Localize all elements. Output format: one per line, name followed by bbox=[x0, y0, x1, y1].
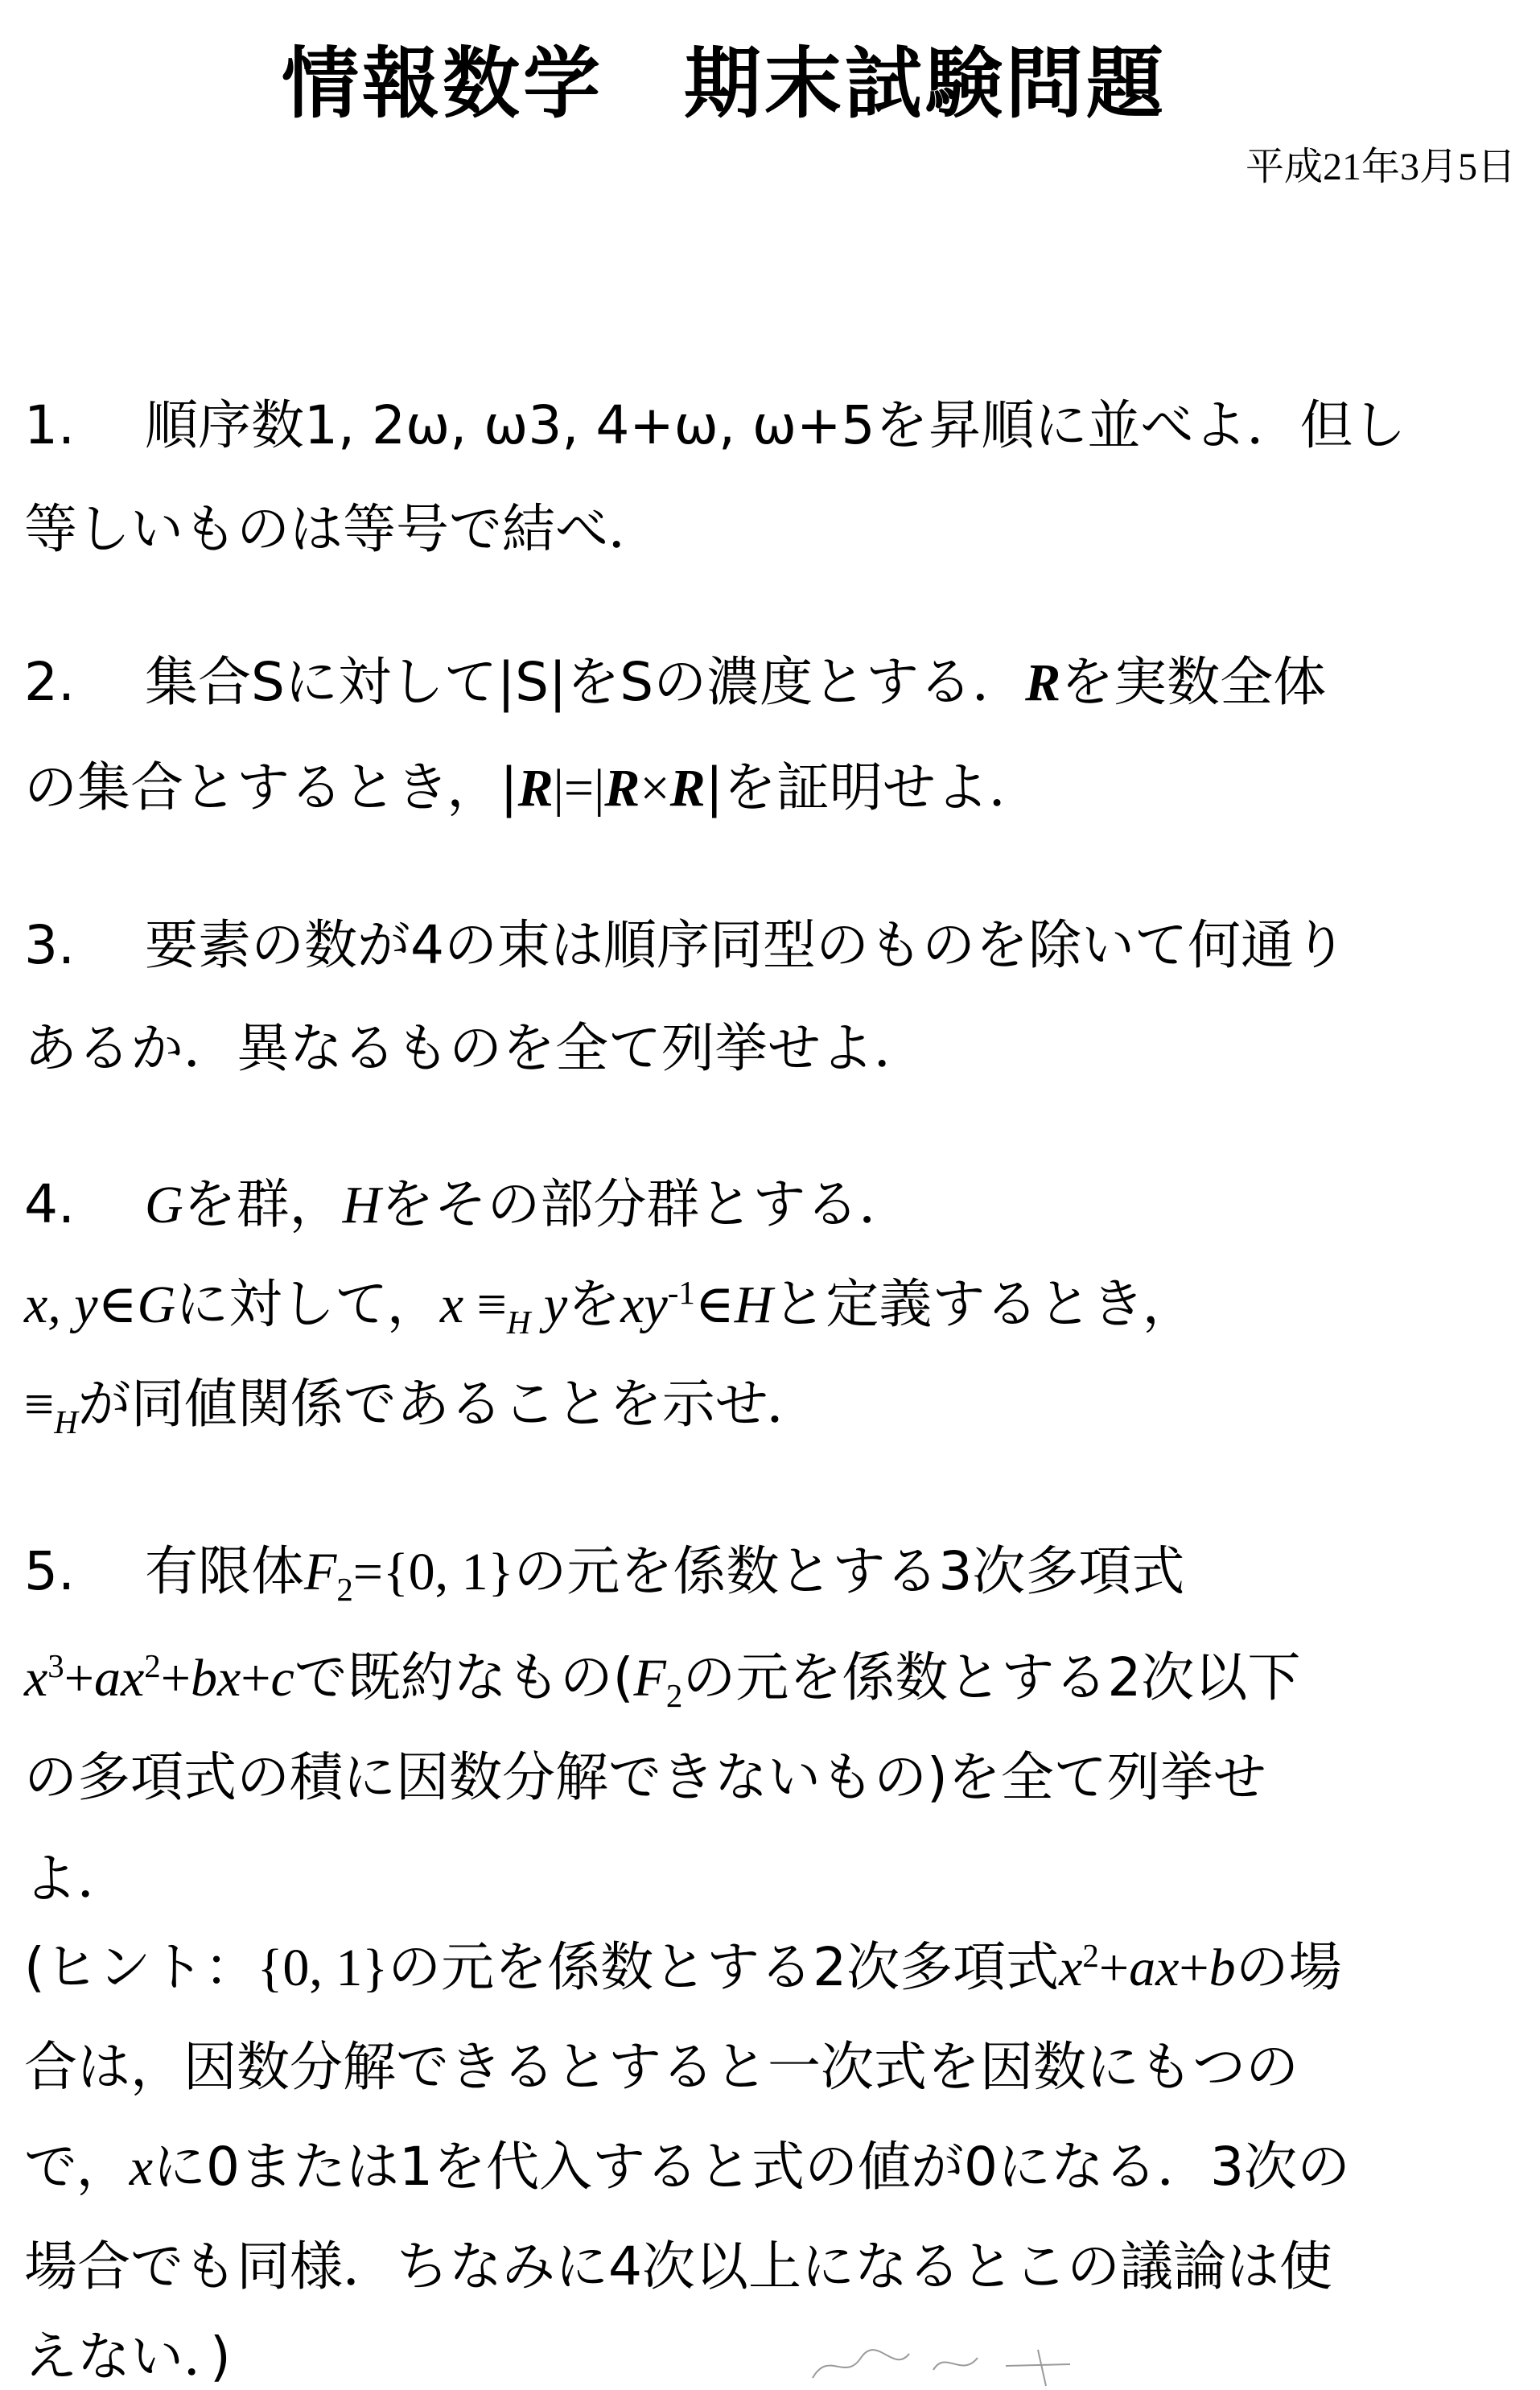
question-5-text-1b: の元を係数とする3次多項式 bbox=[513, 1540, 1185, 1602]
field-subscript: 2 bbox=[665, 1678, 683, 1715]
real-set-symbol: R bbox=[604, 759, 640, 818]
plus-symbol: + bbox=[1098, 1939, 1130, 1997]
question-1-text-1: 順序数1, 2ω, ω3, 4+ω, ω+5を昇順に並べよ．但し bbox=[145, 394, 1406, 456]
plus-symbol: + bbox=[64, 1649, 94, 1708]
question-1-number: 1. bbox=[24, 394, 75, 456]
question-4-line-2 bbox=[24, 1273, 1196, 1341]
field-set: ={0, 1} bbox=[352, 1543, 514, 1601]
inverse-superscript: -1 bbox=[667, 1275, 695, 1311]
question-4-text-1a: を群， bbox=[183, 1173, 343, 1235]
hint-text-1c: の場 bbox=[1235, 1936, 1342, 1998]
element-of-symbol: ∈ bbox=[694, 1275, 735, 1334]
question-5-text-1a: 有限体 bbox=[145, 1540, 304, 1602]
page-title: 情報数学 期末試験問題 bbox=[282, 39, 1167, 129]
hint-text-1a: (ヒント： bbox=[24, 1936, 257, 1998]
hint-line-1 bbox=[24, 1936, 1342, 1998]
question-5-text-3: の多項式の積に因数分解できないもの)を全て列挙せ bbox=[24, 1746, 1266, 1808]
field-symbol: F bbox=[304, 1543, 337, 1601]
subgroup-symbol: H bbox=[734, 1275, 773, 1334]
exponent: 2 bbox=[144, 1648, 161, 1684]
hint-text-1b: の元を係数とする2次多項式 bbox=[388, 1936, 1060, 1998]
equiv-subscript: H bbox=[54, 1404, 78, 1441]
question-5-line-2 bbox=[24, 1646, 1301, 1715]
question-4-text-3: が同値関係であることを示せ． bbox=[77, 1373, 820, 1435]
question-4-line-3 bbox=[24, 1373, 820, 1441]
hint-text-4: 場合でも同様．ちなみに4次以上になるとこの議論は使 bbox=[24, 2235, 1332, 2297]
subgroup-symbol: H bbox=[342, 1176, 381, 1234]
plus-symbol: + bbox=[160, 1649, 191, 1708]
field-set: {0, 1} bbox=[257, 1939, 389, 1997]
exponent: 2 bbox=[1082, 1938, 1099, 1974]
question-3-line-1 bbox=[24, 914, 1347, 976]
hint-line-5 bbox=[24, 2326, 231, 2388]
group-symbol: G bbox=[145, 1176, 183, 1234]
group-symbol: G bbox=[137, 1275, 176, 1334]
exam-date: 平成21年3月5日 bbox=[1245, 146, 1516, 188]
question-3-number: 3. bbox=[24, 914, 75, 976]
equiv-symbol: ≡ bbox=[463, 1275, 507, 1334]
term-c: c bbox=[270, 1649, 294, 1708]
question-2-text-1a: 集合Sに対して|S|をSの濃度とする． bbox=[145, 651, 1026, 713]
hint-text-5: えない．) bbox=[24, 2326, 231, 2388]
question-3-text-2: あるか．異なるものを全て列挙せよ． bbox=[24, 1017, 927, 1079]
question-4-text-2b: を bbox=[567, 1273, 621, 1335]
term-ax: ax bbox=[1129, 1939, 1180, 1997]
question-5-number: 5. bbox=[24, 1540, 75, 1602]
element-of-symbol: ∈ bbox=[97, 1275, 138, 1334]
var-y: y bbox=[530, 1275, 568, 1334]
plus-symbol: + bbox=[241, 1649, 271, 1708]
real-set-symbol: R bbox=[517, 759, 554, 818]
question-5-text-4: よ． bbox=[24, 1848, 130, 1910]
field-subscript: 2 bbox=[336, 1572, 353, 1609]
question-1-line-2 bbox=[24, 498, 661, 560]
var-xy-product: xy bbox=[620, 1275, 668, 1334]
equiv-subscript: H bbox=[506, 1304, 531, 1341]
question-5-line-4 bbox=[24, 1848, 130, 1910]
question-4-text-2c: と定義するとき， bbox=[772, 1273, 1196, 1335]
question-5-line-3 bbox=[24, 1746, 1266, 1808]
question-5-text-2b: の元を係数とする2次以下 bbox=[682, 1646, 1301, 1708]
var-x: x bbox=[1059, 1939, 1083, 1997]
question-3-line-2 bbox=[24, 1017, 927, 1079]
question-5-text-2a: で既約なもの( bbox=[294, 1646, 634, 1708]
var-x: x bbox=[439, 1275, 464, 1334]
cross-symbol: × bbox=[640, 759, 670, 818]
real-set-symbol: R bbox=[669, 759, 706, 818]
pencil-scribble bbox=[805, 2334, 1094, 2390]
hint-line-3 bbox=[24, 2136, 1350, 2198]
question-2-text-2d: |を証明せよ． bbox=[705, 756, 1042, 818]
hint-text-3a: で， bbox=[24, 2136, 130, 2198]
var-xy: x, y bbox=[24, 1275, 98, 1334]
question-2-text-2a: の集合とするとき，| bbox=[24, 756, 518, 818]
var-x: x bbox=[129, 2138, 153, 2197]
hint-text-2: 合は，因数分解できるとすると一次式を因数にもつの bbox=[24, 2036, 1299, 2098]
question-1-line-1 bbox=[24, 394, 1406, 456]
term-b: b bbox=[1209, 1939, 1236, 1997]
question-1-text-2: 等しいものは等号で結べ． bbox=[24, 498, 661, 560]
real-set-symbol: R bbox=[1025, 653, 1061, 712]
question-4-text-1b: をその部分群とする． bbox=[381, 1173, 912, 1235]
plus-symbol: + bbox=[1179, 1939, 1209, 1997]
hint-text-3b: に0または1を代入すると式の値が0になる．3次の bbox=[152, 2136, 1350, 2198]
question-5-line-1 bbox=[24, 1540, 1185, 1609]
question-4-line-1 bbox=[24, 1173, 912, 1235]
equiv-symbol: ≡ bbox=[24, 1375, 55, 1434]
exponent: 3 bbox=[47, 1648, 64, 1684]
question-2-line-2 bbox=[24, 756, 1042, 818]
question-3-text-1: 要素の数が4の束は順序同型のものを除いて何通り bbox=[145, 914, 1347, 976]
field-symbol: F bbox=[633, 1649, 666, 1708]
question-2-number: 2. bbox=[24, 651, 75, 713]
hint-line-4 bbox=[24, 2235, 1332, 2297]
term-ax: ax bbox=[93, 1649, 145, 1708]
question-2-text-1b: を実数全体 bbox=[1060, 651, 1327, 713]
term-bx: bx bbox=[190, 1649, 241, 1708]
hint-line-2 bbox=[24, 2036, 1299, 2098]
var-x: x bbox=[24, 1649, 48, 1708]
question-2-line-1 bbox=[24, 651, 1327, 713]
question-2-text-2b: |=| bbox=[553, 759, 605, 818]
question-4-text-2a: に対して， bbox=[175, 1273, 440, 1335]
question-4-number: 4. bbox=[24, 1173, 75, 1235]
